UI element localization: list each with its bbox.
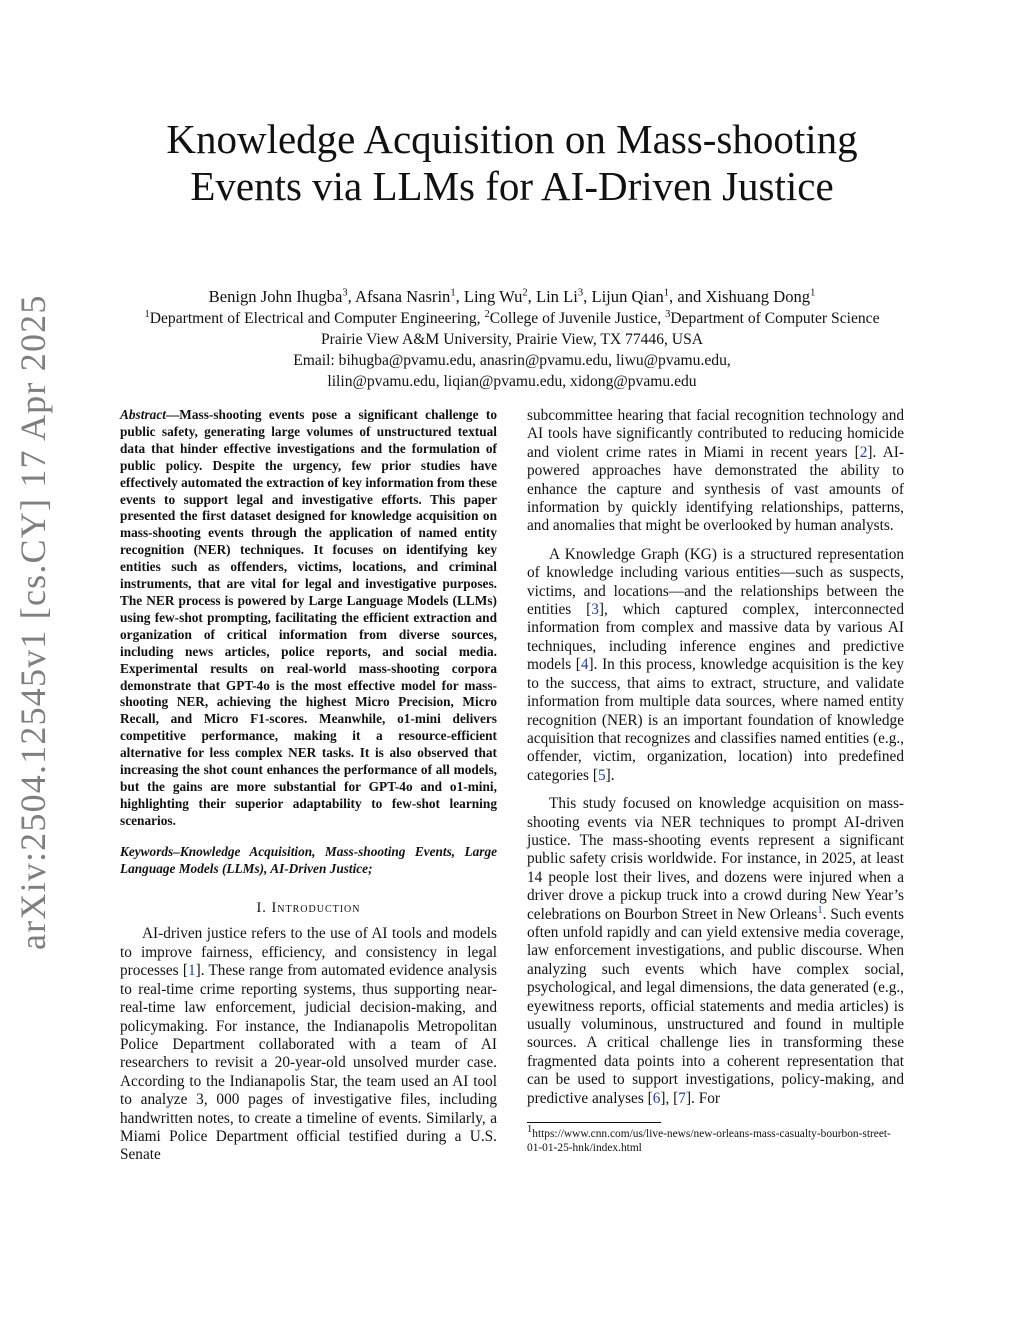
- abstract-text: —Mass-shooting events pose a significant challenge to public safety, generating large volumes of unstructured textual data that hinder effective investigations and the formulation of public policy. Despite the urgency, few prior studies have effectively automated the extraction of key information from these events to support legal and investigative efforts. This paper presented the first dataset designed for knowledge acquisition on mass-shooting events through the application of named entity recognition (NER) techniques. It focuses on identifying key entities such as offenders, victims, locations, and criminal instruments, that are vital for legal and investigative purposes. The NER process is powered by Large Language Models (LLMs) using few-shot prompting, facilitating the efficient extraction and organization of critical information from diverse sources, including news articles, police reports, and social media. Experimental results on real-world mass-shooting corpora demonstrate that GPT-4o is the most effective model for mass-shooting NER, achieving the highest Micro Precision, Micro Recall, and Micro F1-scores. Meanwhile, o1-mini delivers competitive performance, making it a resource-efficient alternative for less complex NER tasks. It is also observed that increasing the shot count enhances the performance of all models, but the gains are more substantial for GPT-4o and o1-mini, highlighting their superior adaptability to few-shot learning scenarios.: [120, 407, 497, 828]
- keywords-text: –Knowledge Acquisition, Mass-shooting Events, Large Language Models (LLMs), AI-Driven Justice;: [120, 843, 497, 876]
- author-affiliation-mark: 1: [663, 287, 670, 299]
- paragraph-text: .: [610, 766, 615, 784]
- affiliation-mark: 1: [144, 308, 150, 320]
- paragraph-text: , which captured complex, interconnected information from complex and massive data by various AI techniques, including inference engines and predictive models: [527, 601, 904, 674]
- author-name: Xishuang Dong: [705, 287, 811, 306]
- keywords: [120, 844, 497, 878]
- intro-paragraph-1-cont: subcommittee hearing that facial recognition technology and AI tools have significantly contributed to reducing homicide and violent crime rates in Miami in recent years [2]. AI-powered approaches have demonstrated the ability to enhance the capture and synthesis of vast amounts of information by quickly identifying relationships, patterns, and anomalies that might be overlooked by human analysts.: [527, 407, 904, 535]
- intro-paragraph-1: AI-driven justice refers to the use of AI tools and models to improve fairness, efficiency, and consistency in legal processes [1]. These range from automated evidence analysis to real-time crime reporting systems, thus supporting near-real-time law enforcement, judicial decision-making, and policymaking. For instance, the Indianapolis Metropolitan Police Department collaborated with a team of AI researchers to revisit a 20-year-old unsolved murder case. According to the Indianapolis Star, the team used an AI tool to analyze 3, 000 pages of investigative files, including handwritten notes, to create a timeline of events. Similarly, a Miami Police Department official testified during a U.S. Senate: [120, 925, 497, 1164]
- email-line-1: Email: bihugba@pvamu.edu, anasrin@pvamu.edu, liwu@pvamu.edu,: [293, 352, 731, 369]
- intro-paragraph-2: A Knowledge Graph (KG) is a structured representation of knowledge including various entities—such as suspects, victims, and locations—and the relationships between the entities [3], which captured complex, interconnected information from complex and massive data by various AI techniques, including inference engines and predictive models [4]. In this process, knowledge acquisition is the key to the success, that aims to extract, structure, and validate information from multiple data sources, where named entity recognition (NER) is an important foundation of knowledge acquisition that recognizes and classifies named entities (e.g., offender, victim, organization, location) into predefined categories [5].: [527, 545, 904, 784]
- author-affiliation-mark: 3: [577, 287, 584, 299]
- paragraph-text: A Knowledge Graph (KG) is a structured representation of knowledge including various entities—such as suspects, victims, and locations—and the relationships between the entities: [527, 545, 904, 619]
- author-name: Ling Wu: [463, 287, 523, 306]
- citation-link[interactable]: 6: [652, 1089, 661, 1107]
- keywords-label: Keywords: [120, 843, 174, 859]
- footnote-url[interactable]: https://www.cnn.com/us/live-news/new-orleans-mass-casualty-bourbon-street-01-01-25-hnk/index.html: [527, 1128, 891, 1155]
- author-block: [80, 286, 944, 392]
- paragraph-text: ,: [665, 1089, 674, 1107]
- affiliation-mark: 3: [665, 308, 671, 320]
- paper-title: [100, 116, 924, 210]
- citation-link[interactable]: 1: [187, 962, 196, 980]
- section-heading-introduction: [120, 900, 497, 917]
- author-affiliation-mark: 3: [342, 287, 348, 299]
- paragraph-text: subcommittee hearing that facial recognition technology and AI tools have significantly contributed to reducing homicide and violent crime rates in Miami in recent years: [527, 407, 904, 461]
- paragraph-text: . For: [691, 1089, 720, 1107]
- footnote-divider: [527, 1122, 661, 1123]
- affiliation-dept: College of Juvenile Justice,: [489, 310, 666, 327]
- title-line-1: Knowledge Acquisition on Mass-shooting: [166, 116, 858, 162]
- title-line-2: Events via LLMs for AI-Driven Justice: [190, 163, 834, 209]
- footnote: [527, 1124, 904, 1155]
- email-line-2: lilin@pvamu.edu, liqian@pvamu.edu, xidong@pvamu.edu: [327, 373, 697, 390]
- author-list: Benign John Ihugba$^3$, Afsana Nasrin$^1$, Ling Wu$^2$, Lin Li$^3$, Lijun Qian$^1$, and Xishuang Dong$^1$: [208, 287, 816, 306]
- paragraph-text: . These range from automated evidence analysis to real-time crime reporting systems, thus supporting near-real-time law enforcement, judicial decision-making, and policymaking. For instance, the Indianapolis Metropolitan Police Department collaborated with a team of AI researchers to revisit a 20-year-old unsolved murder case. According to the Indianapolis Star, the team used an AI tool to analyze 3, 000 pages of investigative files, including handwritten notes, to create a timeline of events. Similarly, a Miami Police Department official testified during a U.S. Senate: [120, 962, 497, 1164]
- intro-paragraph-3: This study focused on knowledge acquisition on mass-shooting events via NER techniques to prompt AI-driven justice. The mass-shooting events represent a significant public safety crisis worldwide. For instance, in 2025, at least 14 people lost their lives, and dozens were injured when a driver drove a pickup truck into a crowd during New Year’s celebrations on Bourbon Street in New Orleans$^1$. Such events often unfold rapidly and can yield extensive media coverage, law enforcement investigations, and public discourse. When analyzing such events which have complex social, psychological, and legal dimensions, the data generated (e.g., eyewitness reports, official statements and media articles) is usually voluminous, unstructured and found in multiple sources. A critical challenge lies in transforming these fragmented data points into a coherent representation that can be used to support investigations, policy-making, and predictive analyses [6], [7]. For: [527, 795, 904, 1107]
- footnote-mark: 1: [527, 1124, 533, 1136]
- citation-link[interactable]: 7: [678, 1089, 686, 1107]
- abstract: [120, 407, 497, 830]
- affiliation-departments: [80, 308, 944, 329]
- arxiv-identifier: arXiv:2504.12545v1 [cs.CY] 17 Apr 2025: [13, 294, 53, 950]
- author-affiliation-mark: 2: [522, 287, 528, 299]
- affiliation-university: Prairie View A&M University, Prairie View, TX 77446, USA: [320, 331, 703, 348]
- left-column: [120, 407, 497, 1165]
- citation-link[interactable]: 5: [597, 766, 606, 784]
- author-name: Lijun Qian: [591, 287, 664, 306]
- section-title: Introduction: [271, 900, 361, 917]
- citation-link[interactable]: 3: [591, 601, 599, 619]
- citation-link[interactable]: 4: [580, 656, 589, 674]
- author-name: Lin Li: [535, 287, 578, 306]
- author-conjunction: , and: [669, 287, 706, 306]
- section-number: I.: [256, 900, 267, 917]
- author-name: Afsana Nasrin: [354, 287, 451, 306]
- footnote-link[interactable]: 1: [817, 904, 823, 916]
- affiliation-mark: 2: [484, 308, 490, 320]
- author-affiliation-mark: 1: [810, 287, 816, 299]
- abstract-label: Abstract: [120, 407, 166, 422]
- author-name: Benign John Ihugba: [208, 287, 343, 306]
- affiliation-dept: Department of Computer Science: [670, 310, 880, 327]
- paragraph-text: . In this process, knowledge acquisition is the key to the success, that aims to extract, structure, and validate information from multiple data sources, where named entity recognition (NER) is an important foundation of knowledge acquisition that recognizes and classifies named entities (e.g., offender, victim, organization, location) into predefined categories: [527, 656, 904, 784]
- paragraph-text: AI-driven justice refers to the use of AI tools and models to improve fairness, efficiency, and consistency in legal processes: [120, 925, 497, 980]
- right-column: [527, 407, 904, 1155]
- paragraph-text: This study focused on knowledge acquisition on mass-shooting events via NER techniques to prompt AI-driven justice. The mass-shooting events represent a significant public safety crisis worldwide. For instance, in 2025, at least 14 people lost their lives, and dozens were injured when a driver drove a pickup truck into a crowd during New Year’s celebrations on Bourbon Street in New Orleans: [527, 795, 904, 923]
- paragraph-text: . Such events often unfold rapidly and can yield extensive media coverage, law enforcement investigations, and public discourse. When analyzing such events which have complex social, psychological, and legal dimensions, the data generated (e.g., eyewitness reports, official statements and media articles) is usually voluminous, unstructured and found in multiple sources. A critical challenge lies in transforming these fragmented data points into a coherent representation that can be used to support investigations, policy-making, and predictive analyses: [527, 905, 904, 1107]
- paragraph-text: . AI-powered approaches have demonstrated the ability to enhance the capture and synthesis of vast amounts of information by quickly identifying relationships, patterns, and anomalies that might be overlooked by human analysts.: [527, 443, 904, 535]
- citation-link[interactable]: 2: [859, 443, 868, 461]
- affiliation-dept: Department of Electrical and Computer Engineering,: [149, 310, 485, 327]
- author-affiliation-mark: 1: [450, 287, 456, 299]
